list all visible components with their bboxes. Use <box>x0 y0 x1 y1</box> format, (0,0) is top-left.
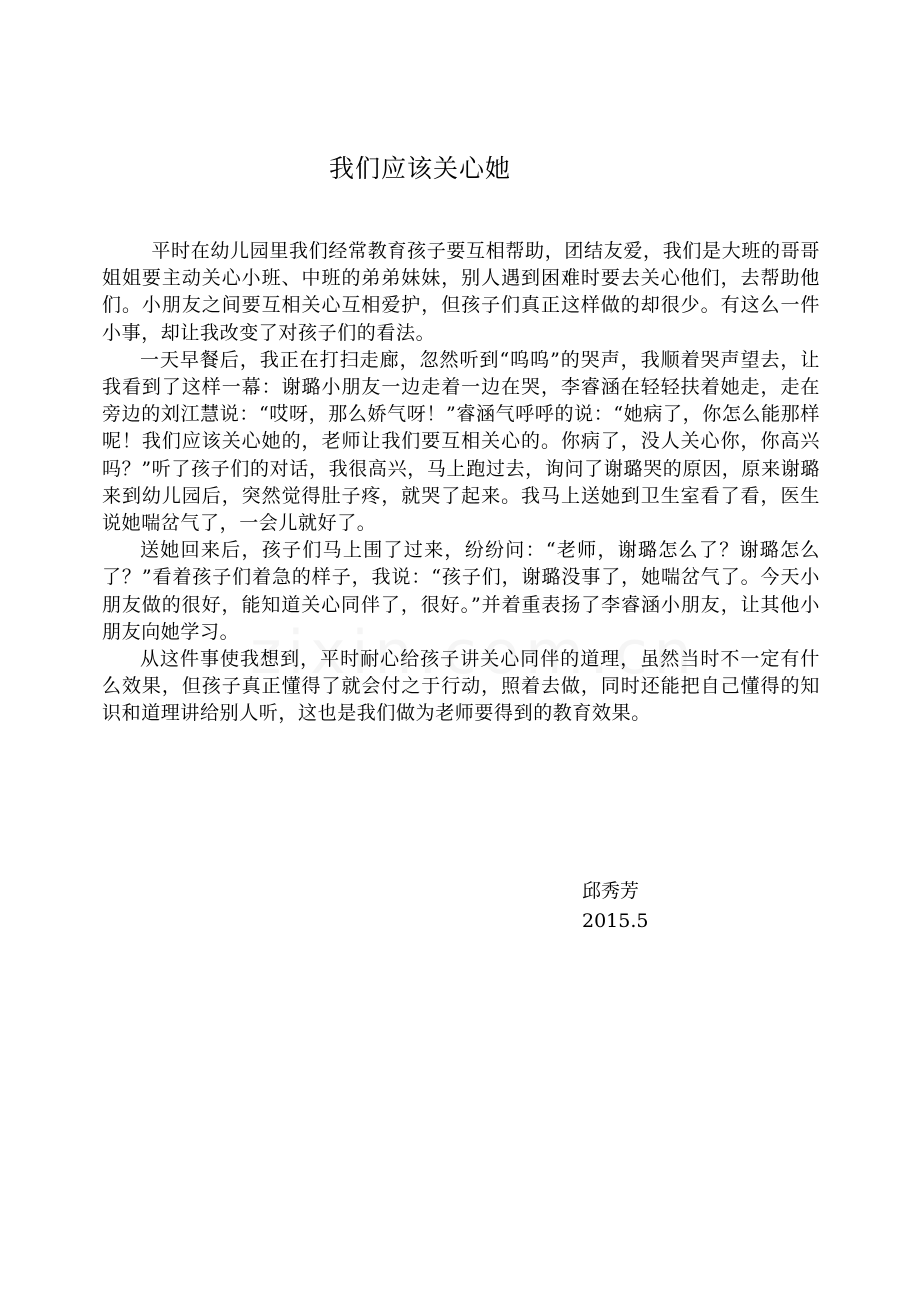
paragraph-4: 从这件事使我想到，平时耐心给孩子讲关心同伴的道理，虽然当时不一定有什么效果，但孩子真正懂得了就会付之于行动，照着去做，同时还能把自己懂得的知识和道理讲给别人听，这也是我们做为老师要得到的教育效果。 <box>102 648 820 725</box>
document-body <box>102 238 820 728</box>
document-title: 我们应该关心她 <box>328 154 511 183</box>
paragraph-2: 一天早餐后，我正在打扫走廊，忽然听到“呜呜”的哭声，我顺着哭声望去，让我看到了这样一幕：谢璐小朋友一边走着一边在哭，李睿涵在轻轻扶着她走，走在旁边的刘江慧说：“哎呀，那么娇气呀！”睿涵气呼呼的说：“她病了，你怎么能那样呢！我们应该关心她的，老师让我们要互相关心的。你病了，没人关心你，你高兴吗？”听了孩子们的对话，我很高兴，马上跑过去，询问了谢璐哭的原因，原来谢璐来到幼儿园后，突然觉得肚子疼，就哭了起来。我马上送她到卫生室看了看，医生说她喘岔气了，一会儿就好了。 <box>102 348 820 535</box>
paragraph-1: 平时在幼儿园里我们经常教育孩子要互相帮助，团结友爱，我们是大班的哥哥姐姐要主动关心小班、中班的弟弟妹妹，别人遇到困难时要去关心他们，去帮助他们。小朋友之间要互相关心互相爱护，但孩子们真正这样做的却很少。有这么一件小事，却让我改变了对孩子们的看法。 <box>102 240 820 344</box>
document-date: 2015.5 <box>582 910 649 932</box>
paragraph-3: 送她回来后，孩子们马上围了过来，纷纷问：“老师，谢璐怎么了？谢璐怎么了？”看着孩子们着急的样子，我说：“孩子们，谢璐没事了，她喘岔气了。今天小朋友做的很好，能知道关心同伴了，很好。”并着重表扬了李睿涵小朋友，让其他小朋友向她学习。 <box>102 539 820 643</box>
signature-block <box>582 876 648 936</box>
author-name: 邱秀芳 <box>582 880 640 902</box>
